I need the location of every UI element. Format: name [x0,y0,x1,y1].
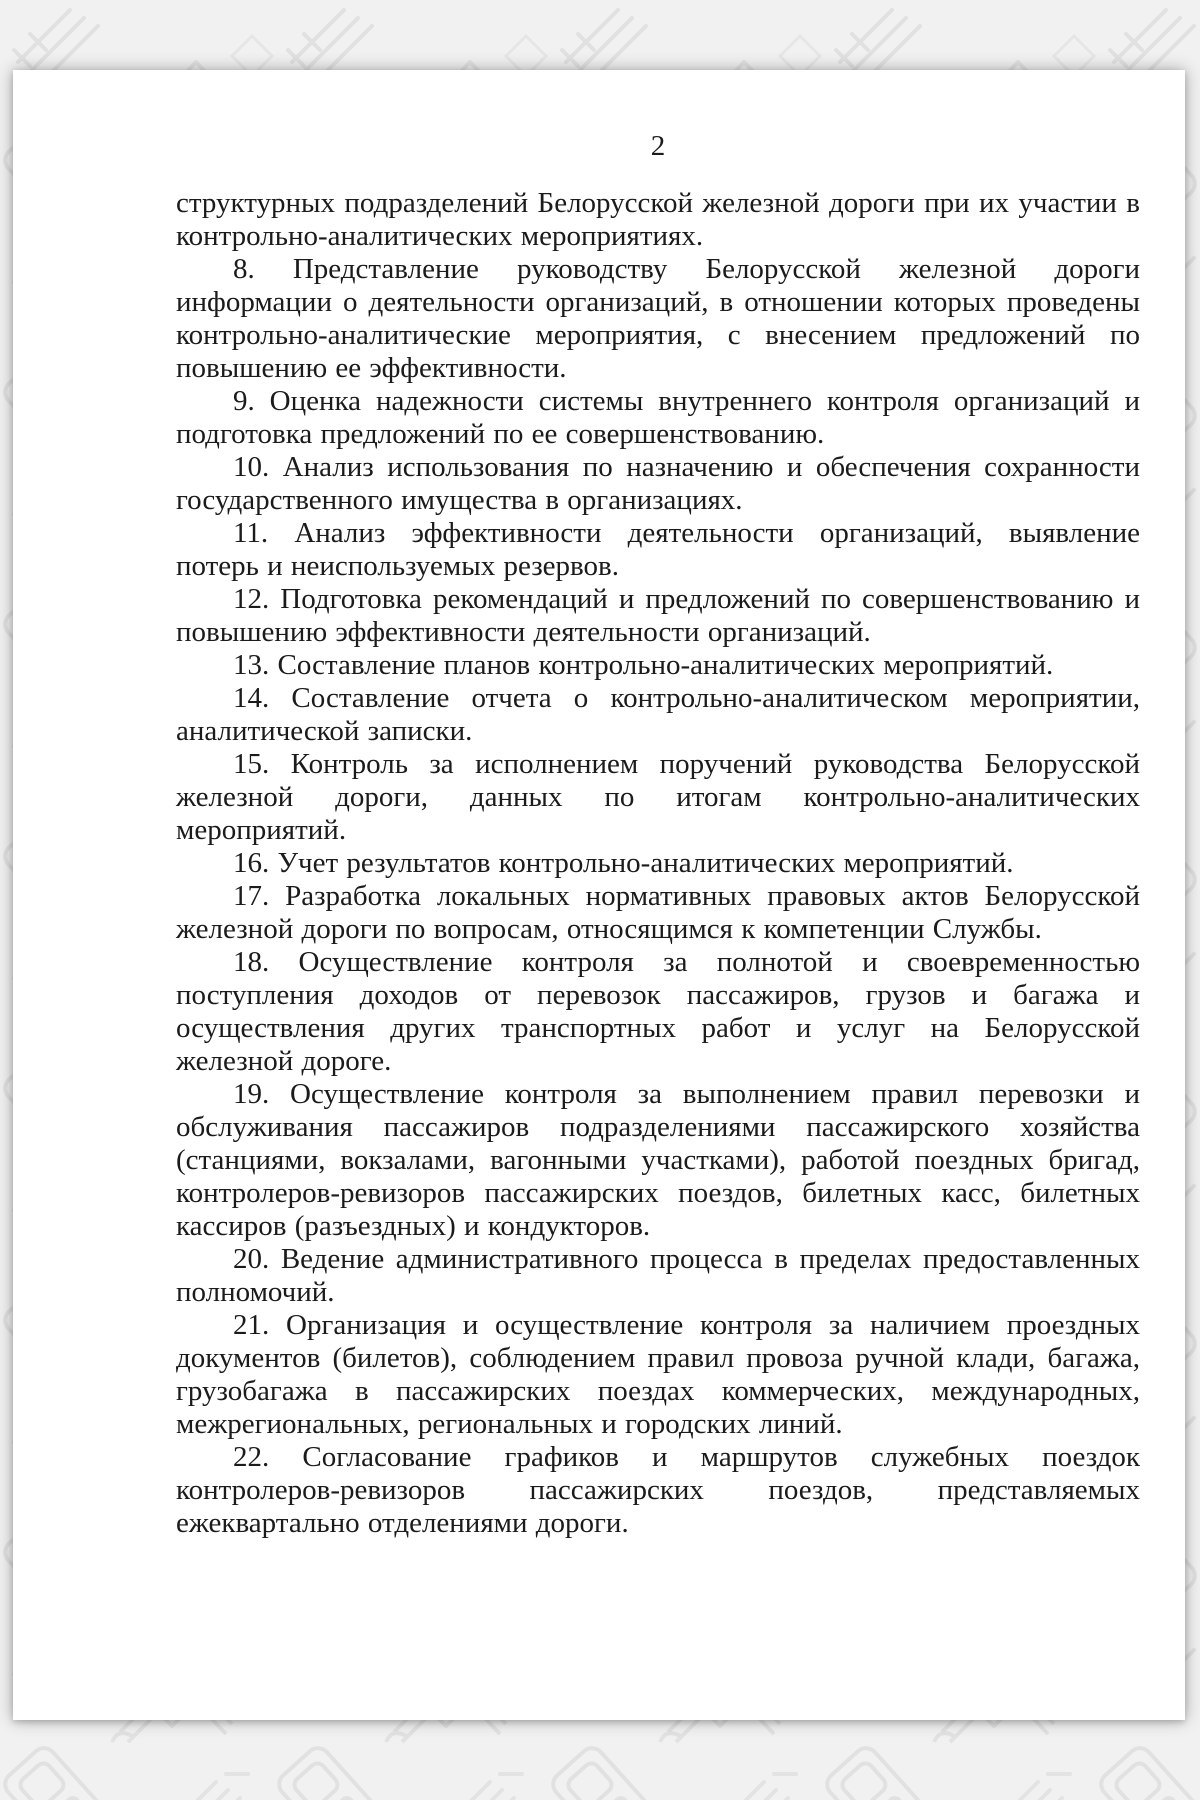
paragraph: 18. Осуществление контроля за полнотой и своевременностью поступления доходов от перевозок пассажиров, грузов и багажа и осуществления других транспортных работ и услуг на Белорусской железной дороге. [176,946,1140,1077]
paragraph: 17. Разработка локальных нормативных правовых актов Белорусской железной дороги по вопросам, относящимся к компетенции Службы. [176,880,1140,945]
paragraph: 22. Согласование графиков и маршрутов служебных поездок контролеров-ревизоров пассажирских поездов, представляемых ежеквартально отделениями дороги. [176,1441,1140,1539]
document-page [13,70,1185,1720]
paragraph: 15. Контроль за исполнением поручений руководства Белорусской железной дороги, данных по итогам контрольно-аналитических мероприятий. [176,748,1140,846]
paragraph: 16. Учет результатов контрольно-аналитических мероприятий. [233,847,1014,879]
paragraph: 11. Анализ эффективности деятельности организаций, выявление потерь и неиспользуемых резервов. [176,517,1140,582]
paragraph: 9. Оценка надежности системы внутреннего контроля организаций и подготовка предложений по ее совершенствованию. [176,385,1140,450]
page-number: 2 [650,130,666,162]
paragraph: 13. Составление планов контрольно-аналитических мероприятий. [233,649,1054,681]
paragraph: 21. Организация и осуществление контроля за наличием проездных документов (билетов), соблюдением правил провоза ручной клади, багажа, грузобагажа в пассажирских поездах коммерческих, международных, межрегиональных, региональных и городских линий. [176,1309,1140,1440]
paragraph: 12. Подготовка рекомендаций и предложений по совершенствованию и повышению эффективности деятельности организаций. [176,583,1140,648]
paragraph: 19. Осуществление контроля за выполнением правил перевозки и обслуживания пассажиров подразделениями пассажирского хозяйства (станциями, вокзалами, вагонными участками), работой поездных бригад, контролеров-ревизоров пассажирских поездов, билетных касс, билетных кассиров (разъездных) и кондукторов. [176,1078,1140,1242]
paragraph: 8. Представление руководству Белорусской железной дороги информации о деятельности организаций, в отношении которых проведены контрольно-аналитические мероприятия, с внесением предложений по повышению ее эффективности. [176,253,1140,384]
paragraph: 20. Ведение административного процесса в пределах предоставленных полномочий. [176,1243,1140,1308]
document-body [176,187,1140,1540]
paragraph: 14. Составление отчета о контрольно-аналитическом мероприятии, аналитической записки. [176,682,1140,747]
paragraph: структурных подразделений Белорусской железной дороги при их участии в контрольно-аналитических мероприятиях. [176,187,1140,252]
paragraph: 10. Анализ использования по назначению и обеспечения сохранности государственного имущества в организациях. [176,451,1140,516]
